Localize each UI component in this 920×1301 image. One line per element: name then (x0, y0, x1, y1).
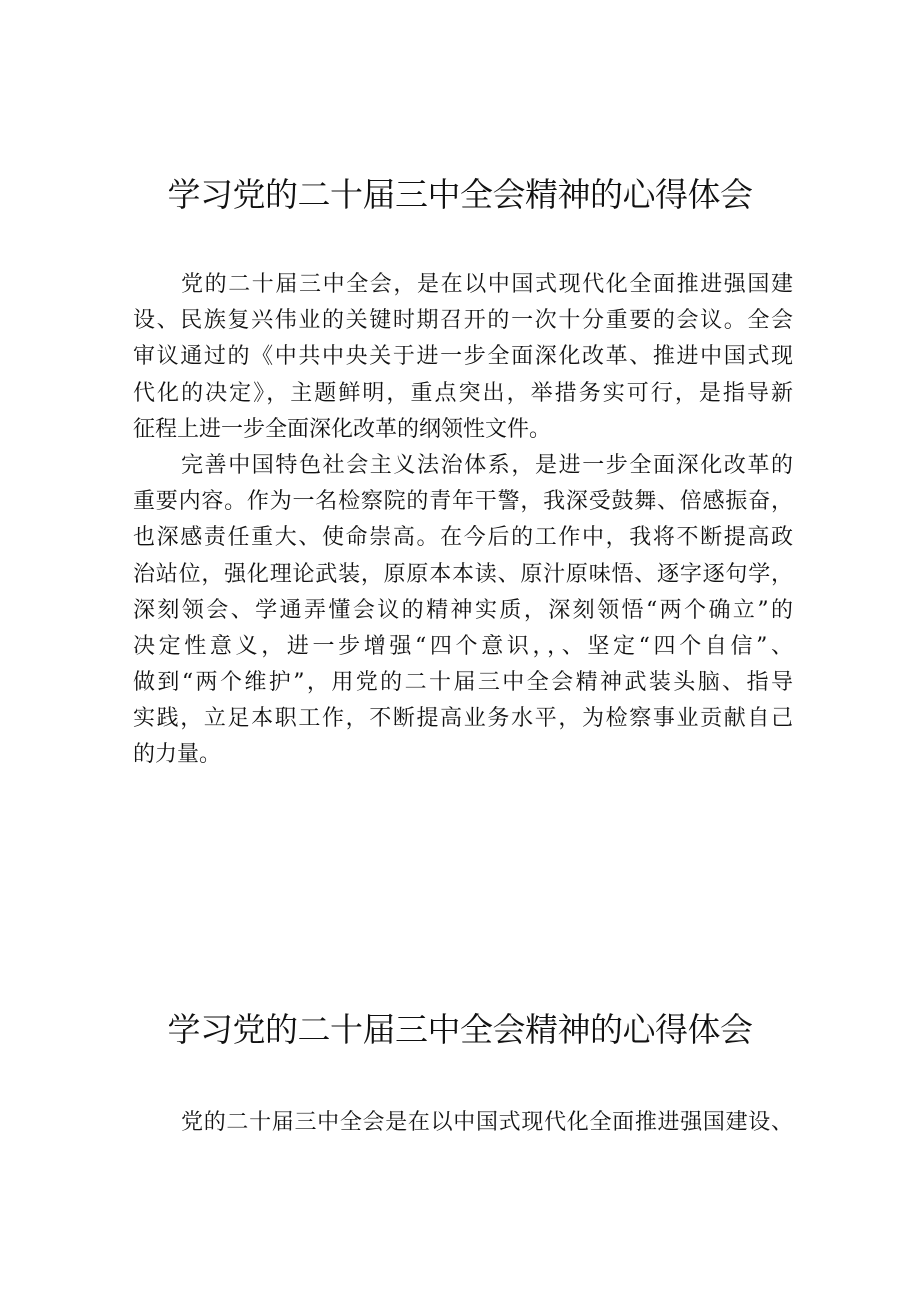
text-line: 重要内容。作为一名检察院的青年干警，我深受鼓舞、倍感振奋， (133, 489, 793, 515)
text-line: 实践，立足本职工作，不断提高业务水平，为检察事业贡献自己 (133, 706, 793, 732)
paragraph (133, 1105, 793, 1141)
text-line: 党的二十届三中全会是在以中国式现代化全面推进强国建设、 (181, 1110, 793, 1135)
text-line: 党的二十届三中全会，是在以中国式现代化全面推进强国建 (181, 272, 793, 297)
text-line: 征程上进一步全面深化改革的纲领性文件。 (133, 416, 552, 442)
document-title: 学习党的二十届三中全会精神的心得体会 (167, 1010, 753, 1049)
document-title: 学习党的二十届三中全会精神的心得体会 (167, 175, 753, 214)
text-line: 做到“两个维护”，用党的二十届三中全会精神武装头脑、指导 (133, 670, 793, 696)
text-line: 代化的决定》，主题鲜明，重点突出，举措务实可行，是指导新 (133, 380, 793, 406)
text-line: 完善中国特色社会主义法治体系，是进一步全面深化改革的 (181, 452, 793, 478)
text-line: 也深感责任重大、使命崇高。在今后的工作中，我将不断提高政 (133, 525, 793, 551)
paragraph (133, 448, 793, 774)
text-line: 审议通过的《中共中央关于进一步全面深化改革、推进中国式现 (133, 344, 793, 370)
paragraph (133, 267, 793, 448)
text-line: 设、民族复兴伟业的关键时期召开的一次十分重要的会议。全会 (133, 308, 793, 334)
text-line: 治站位，强化理论武装，原原本本读、原汁原味悟、逐字逐句学， (133, 561, 793, 587)
text-line: 决定性意义，进一步增强“四个意识，，、坚定“四个自信”、 (133, 633, 793, 659)
text-line: 深刻领会、学通弄懂会议的精神实质，深刻领悟“两个确立”的 (133, 597, 793, 623)
section-body (133, 1105, 793, 1141)
text-line: 的力量。 (133, 742, 222, 768)
section-body (133, 267, 793, 774)
